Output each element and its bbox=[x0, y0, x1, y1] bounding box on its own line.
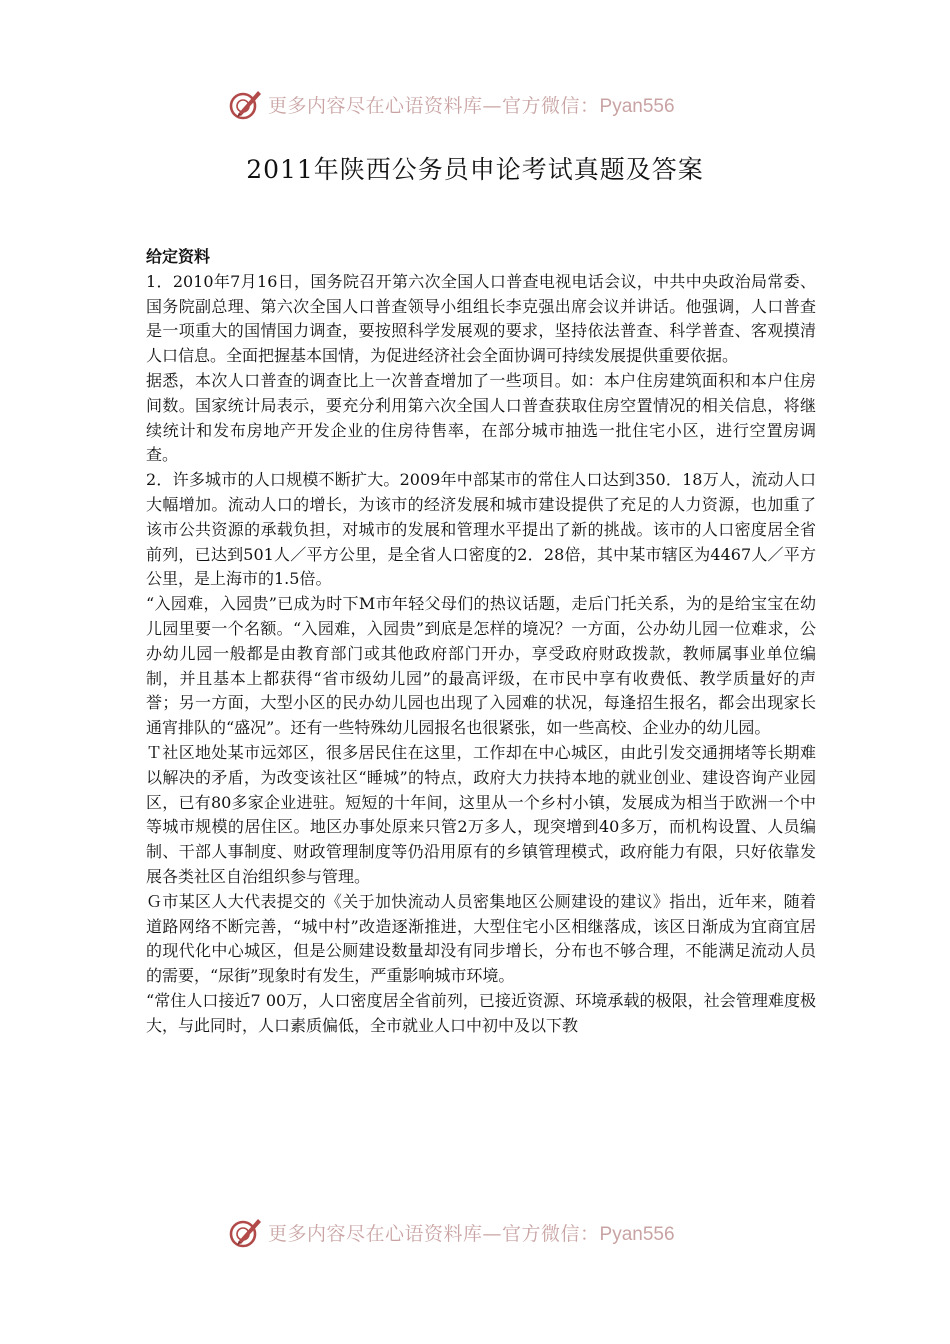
document-title: 2011年陕西公务员申论考试真题及答案 bbox=[246, 155, 704, 184]
paragraph: Ｇ市某区人大代表提交的《关于加快流动人员密集地区公厕建设的建议》指出，近年来，随着道路网络不断完善，“城中村”改造逐渐推进，大型住宅小区相继落成，该区日渐成为宜商宜居的现代化中心城区，但是公厕建设数量却没有同步增长，分布也不够合理，不能满足流动人员的需要，“尿街”现象时有发生，严重影响城市环境。 bbox=[146, 891, 816, 986]
pen-logo-icon bbox=[228, 86, 264, 122]
paragraph: 据悉，本次人口普查的调查比上一次普查增加了一些项目。如：本户住房建筑面积和本户住房间数。国家统计局表示，要充分利用第六次全国人口普查获取住房空置情况的相关信息，将继续统计和发布房地产开发企业的住房待售率，在部分城市抽选一批住宅小区，进行空置房调查。 bbox=[146, 370, 816, 465]
watermark-text bbox=[268, 1219, 675, 1246]
section-heading: 给定资料 bbox=[146, 247, 211, 266]
paragraph: “常住人口接近7 00万，人口密度居全省前列，已接近资源、环境承载的极限，社会管理难度极大，与此同时，人口素质偏低，全市就业人口中初中及以下教 bbox=[146, 990, 816, 1035]
watermark-label: 更多内容尽在心语资料库—官方微信： bbox=[268, 94, 600, 117]
pen-logo-icon bbox=[228, 1214, 264, 1250]
watermark-label: 更多内容尽在心语资料库—官方微信： bbox=[268, 1222, 600, 1245]
watermark-footer bbox=[228, 1212, 748, 1252]
paragraph: 1．2010年7月16日，国务院召开第六次全国人口普查电视电话会议，中共中央政治局常委、国务院副总理、第六次全国人口普查领导小组组长李克强出席会议并讲话。他强调，人口普查是一项重大的国情国力调查，要按照科学发展观的要求，坚持依法普查、科学普查、客观摸清人口信息。全面把握基本国情，为促进经济社会全面协调可持续发展提供重要依据。 bbox=[146, 271, 816, 366]
paragraph: “入园难，入园贵”已成为时下M市年轻父母们的热议话题，走后门托关系，为的是给宝宝在幼儿园里要一个名额。“入园难，入园贵”到底是怎样的境况？一方面，公办幼儿园一位难求，公办幼儿园一般都是由教育部门或其他政府部门开办，享受政府财政拨款，教师属事业单位编制，并且基本上都获得“省市级幼儿园”的最高评级，在市民中享有收费低、教学质量好的声誉；另一方面，大型小区的民办幼儿园也出现了入园难的状况，每逢招生报名，都会出现家长通宵排队的“盛况”。还有一些特殊幼儿园报名也很紧张，如一些高校、企业办的幼儿园。 bbox=[146, 594, 816, 738]
paragraph: 2．许多城市的人口规模不断扩大。2009年中部某市的常住人口达到350．18万人，流动人口大幅增加。流动人口的增长，为该市的经济发展和城市建设提供了充足的人力资源，也加重了该市公共资源的承载负担，对城市的发展和管理水平提出了新的挑战。该市的人口密度居全省前列，已达到501人／平方公里，是全省人口密度的2．28倍，其中某市辖区为4467人／平方公里，是上海市的1.5倍。 bbox=[146, 470, 816, 589]
watermark-wechat-id: Pyan556 bbox=[599, 1223, 675, 1245]
paragraph: Ｔ社区地处某市远郊区，很多居民住在这里，工作却在中心城区，由此引发交通拥堵等长期难以解决的矛盾，为改变该社区“睡城”的特点，政府大力扶持本地的就业创业、建设咨询产业园区，已有80多家企业进驻。短短的十年间，这里从一个乡村小镇，发展成为相当于欧洲一个中等城市规模的居住区。地区办事处原来只管2万多人，现突增到40多万，而机构设置、人员编制、干部人事制度、财政管理制度等仍沿用原有的乡镇管理模式，政府能力有限，只好依靠发展各类社区自治组织参与管理。 bbox=[146, 742, 816, 886]
document-body bbox=[146, 245, 816, 1039]
watermark-text bbox=[268, 91, 675, 118]
watermark-wechat-id: Pyan556 bbox=[599, 95, 675, 117]
watermark-header bbox=[228, 84, 748, 124]
